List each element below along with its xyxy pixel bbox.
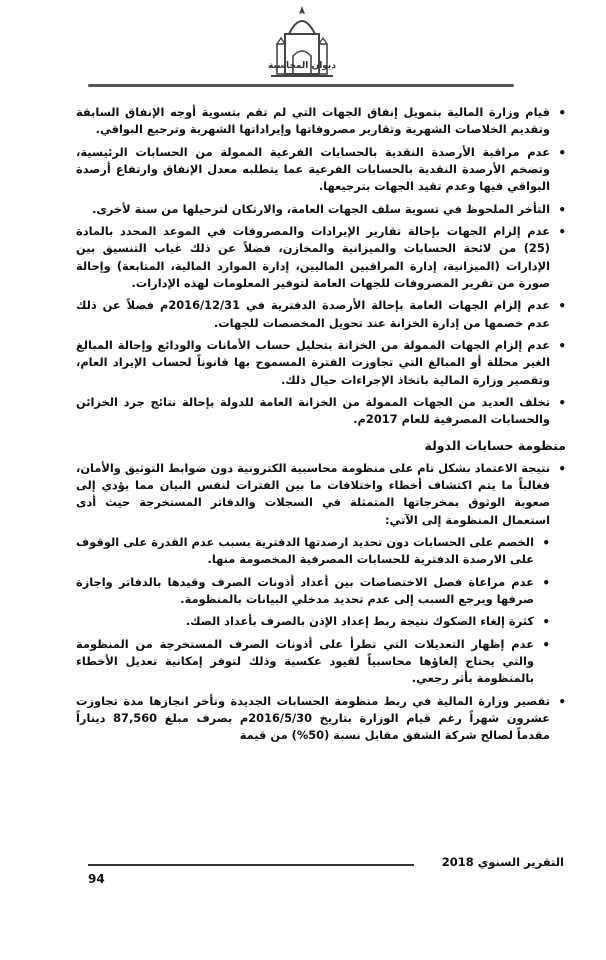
finding-text: عدم إلزام الجهات بإحالة تقارير الإيرادات والمصروفات في الموعد المحدد بالمادة (25) من لائحة الحسابات والميزانية والمخازن، فضلاً عن ذلك غياب التنسيق بين الإدارات (الميزانية، إدارة المراقبين الماليين، إدارة الموارد المالية، المتابعة) وإحالة صورة من تقرير المصروفات للجهات العامة لتوفير المعلومات لهذه الإدارات. [76, 223, 550, 290]
sub-finding-text: كثرة إلغاء الصكوك نتيجة ربط إعداد الإذن بالصرف بأعداد الصك. [185, 614, 534, 629]
sub-finding-item [76, 613, 566, 630]
finding-item [76, 144, 566, 196]
sub-finding-item [76, 636, 566, 688]
bullet-icon: • [558, 145, 566, 160]
sub-finding-text: عدم إظهار التعديلات التي تطرأ على أذونات الصرف المستخرجة من المنظومة والتي يحتاج إلغاؤها محاسبياً لقيود عكسية وذلك لتوفر إمكانية تعديل الأخطاء بالمنظومة بأثر رجعي. [76, 636, 534, 686]
sub-finding-text: الخصم على الحسابات دون تحديد ارصدتها الدفترية بسبب عدم القدرة على الوقوف على الارصدة الدفترية للحسابات المصرفية المخصومة منها. [76, 534, 534, 567]
finding-item [76, 394, 566, 429]
finding-text: تقصير وزارة المالية في ربط منظومة الحسابات الجديدة وتأخر انجازها مدة تجاوزت عشرون شهراً رغم قيام الوزارة بتاريخ 2016/5/30م بصرف مبلغ 87,560 ديناراً مقدماً لصالح شركة الشفق مقابل نسبة (50%) من قيمة [76, 693, 550, 743]
finding-text: عدم إلزام الجهات العامة بإحالة الأرصدة الدفترية في 2016/12/31م فضلاً عن ذلك عدم خصمها من إدارة الخزانة عند تحويل المخصصات للجهات. [76, 298, 550, 330]
footer-rule [88, 864, 414, 866]
section-heading: منظومة حسابات الدولة [424, 437, 566, 453]
report-body [76, 104, 566, 750]
bullet-icon: • [558, 106, 566, 120]
bullet-icon: • [558, 694, 566, 709]
page-number: 94 [88, 872, 105, 886]
sub-finding-item [76, 574, 566, 609]
finding-item [76, 201, 566, 218]
finding-item [76, 460, 566, 529]
page-footer [88, 855, 564, 891]
finding-item [76, 693, 566, 745]
bullet-icon: • [558, 299, 566, 314]
header-rule [88, 84, 514, 87]
finding-item [76, 337, 566, 389]
finding-item [76, 223, 566, 292]
bullet-icon: • [542, 637, 550, 652]
finding-text: عدم إلزام الجهات الممولة من الخزانة بتحليل حساب الأمانات والودائع وإحالة المبالغ الغير محللة أو المبالغ التي تجاوزت الفترة المسموح بها قانوناً لحساب الإيراد العام، وتقصير وزارة المالية باتخاذ الإجراءات حيال ذلك. [76, 337, 550, 387]
audit-bureau-logo-icon [263, 4, 341, 90]
finding-text: تخلف العديد من الجهات الممولة من الخزانة العامة للدولة بإحالة نتائج جرد الخزائن والحسابات المصرفية للعام 2017م. [76, 394, 550, 427]
bullet-icon: • [558, 202, 566, 217]
finding-text: التأخر الملحوظ في تسوية سلف الجهات العامة، والارتكان لترحيلها من سنة لأخرى. [92, 201, 550, 216]
finding-text: نتيجة الاعتماد بشكل تام على منظومة محاسبية الكترونية دون ضوابط التوثيق والأمان، فغالباً ما يتم اكتشاف أخطاء واختلافات ما بين الفترات لنفس البيان مما يؤدي إلى صعوبة الوثوق بمخرجاتها المتمثلة في السجلات والدفاتر المستخرجة حيث أدى استعمال المنظومة إلى الآتي: [76, 460, 550, 527]
sub-finding-item [76, 534, 566, 569]
bullet-icon: • [558, 224, 566, 239]
bullet-icon: • [542, 535, 550, 550]
finding-text: قيام وزارة المالية بتمويل إنفاق الجهات التي لم تقم بتسوية أوجه الإنفاق السابقة وتقديم الخلاصات الشهرية وتقارير مصروفاتها وإيراداتها الشهرية وترجيع البواقي. [76, 105, 550, 137]
finding-text: عدم مراقبة الأرصدة النقدية بالحسابات الفرعية الممولة من الحسابات الرئيسية، وتضخم الأرصدة النقدية بالحسابات الفرعية عما يتطلبه معدل الإنفاق وارتفاع أرصدة البواقي فيها وعدم تقيد الجهات بترجيعها. [76, 144, 550, 194]
bullet-icon: • [558, 338, 566, 353]
page-header [0, 0, 606, 95]
bullet-icon: • [558, 461, 566, 476]
logo-text: ديوان المحاسبة [268, 61, 336, 71]
bullet-icon: • [558, 395, 566, 410]
finding-item [76, 297, 566, 332]
report-title: التقرير السنوي 2018 [441, 855, 564, 869]
sub-finding-text: عدم مراعاة فصل الاختصاصات بين أعداد أذونات الصرف وقيدها بالدفاتر واجازة صرفها ويرجع السبب إلى عدم تحديد مدخلي البيانات بالمنظومة. [76, 574, 534, 606]
bullet-icon: • [542, 615, 550, 630]
finding-item [76, 104, 566, 139]
bullet-icon: • [542, 575, 550, 590]
